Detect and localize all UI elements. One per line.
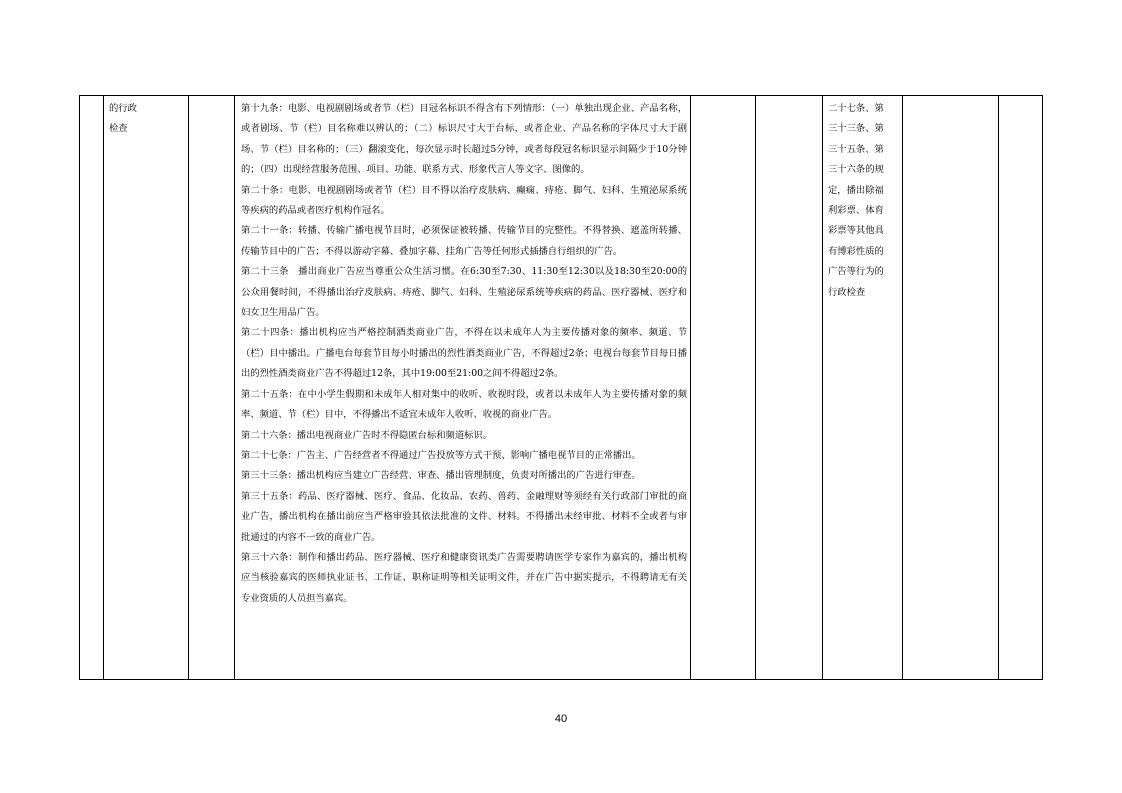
article-paragraph: 第二十条：电影、电视剧剧场或者节（栏）目不得以治疗皮肤病、癫痫、痔疮、脚气、妇科、生殖泌尿系统等疾病的药品或者医疗机构作冠名。 [241,184,687,217]
article-paragraph: 第二十一条：转播、传输广播电视节目时，必须保证被转播、传输节目的完整性。不得替换、遮盖所转播、传输节目中的广告；不得以游动字幕、叠加字幕、挂角广告等任何形式插播自行组织的广告。 [241,225,687,257]
table-cell-5 [691,96,756,680]
cell-text-line: 行政检查 [828,286,866,298]
cell-text-line: 检查 [109,123,128,135]
regulation-table [79,95,1043,680]
article-paragraph: 第三十六条：制作和播出药品、医疗器械、医疗和健康资讯类广告需要聘请医学专家作为嘉宾的，播出机构应当核验嘉宾的医师执业证书、工作证、职称证明等相关证明文件，并在广告中据实提示，不得聘请无有关专业资质的人员担当嘉宾。 [241,551,687,604]
article-paragraph: 第二十五条：在中小学生假期和未成年人相对集中的收听、收视时段，或者以未成年人为主要传播对象的频率、频道、节（栏）目中，不得播出不适宜未成年人收听、收视的商业广告。 [241,388,687,421]
cell-text-line: 二十七条、第 [828,103,884,114]
table-cell-item-name [104,96,189,680]
table-cell-3 [189,96,235,680]
cell-text-line: 有博彩性质的 [828,245,884,257]
cell-text-line: 利彩票、体育 [828,205,884,217]
article-paragraph: 第二十六条：播出电视商业广告时不得隐匿台标和频道标识。 [241,429,493,441]
article-paragraph: 第三十三条：播出机构应当建立广告经营、审查、播出管理制度，负责对所播出的广告进行审查。 [241,470,641,482]
table-cell-9 [999,96,1043,680]
table-cell-inspection-scope [823,96,903,680]
table-cell-8 [903,96,999,680]
table-cell-6 [756,96,823,680]
cell-text-line: 定，播出除福 [828,184,884,196]
cell-text-line: 的行政 [109,103,137,114]
cell-text-line: 广告等行为的 [828,266,884,278]
article-paragraph: 第二十四条：播出机构应当严格控制酒类商业广告，不得在以未成年人为主要传播对象的频率、频道、节（栏）目中播出。广播电台每套节目每小时播出的烈性酒类商业广告，不得超过2条；电视台每套节目每日播出的烈性酒类商业广告不得超过12条，其中19:00至21:00之间不得超过2条。 [241,327,687,380]
cell-text-line: 三十六条的规 [828,164,884,176]
table-cell-1 [80,96,104,680]
cell-text-line: 彩票等其他具 [828,225,884,237]
article-paragraph: 第二十七条：广告主、广告经营者不得通过广告投放等方式干预、影响广播电视节目的正常播出。 [241,449,641,461]
article-paragraph: 第十九条：电影、电视剧剧场或者节（栏）目冠名标识不得含有下列情形：（一）单独出现企业、产品名称，或者剧场、节（栏）目名称难以辨认的；（二）标识尺寸大于台标，或者企业、产品名称的字体尺寸大于剧场、节（栏）目名称的；（三）翻滚变化，每次显示时长超过5分钟，或者每段冠名标识显示间隔少于10分钟的；（四）出现经营服务范围、项目、功能、联系方式、形象代言人等文字、图像的。 [241,103,687,176]
table-row [80,96,1043,680]
cell-text-line: 三十三条、第 [828,123,884,135]
article-paragraph: 第三十五条：药品、医疗器械、医疗、食品、化妆品、农药、兽药、金融理财等须经有关行政部门审批的商业广告，播出机构在播出前应当严格审验其依法批准的文件、材料。不得播出未经审批、材料不全或者与审批通过的内容不一致的商业广告。 [241,490,687,543]
article-paragraph: 第二十三条 播出商业广告应当尊重公众生活习惯。在6:30至7:30、11:30至12:30以及18:30至20:00的公众用餐时间，不得播出治疗皮肤病、痔疮、脚气、妇科、生殖泌尿系统等疾病的药品、医疗器械、医疗和妇女卫生用品广告。 [241,266,687,319]
cell-text-line: 三十五条、第 [828,143,884,155]
page-number: 40 [554,713,568,725]
table-cell-legal-basis [235,96,691,680]
